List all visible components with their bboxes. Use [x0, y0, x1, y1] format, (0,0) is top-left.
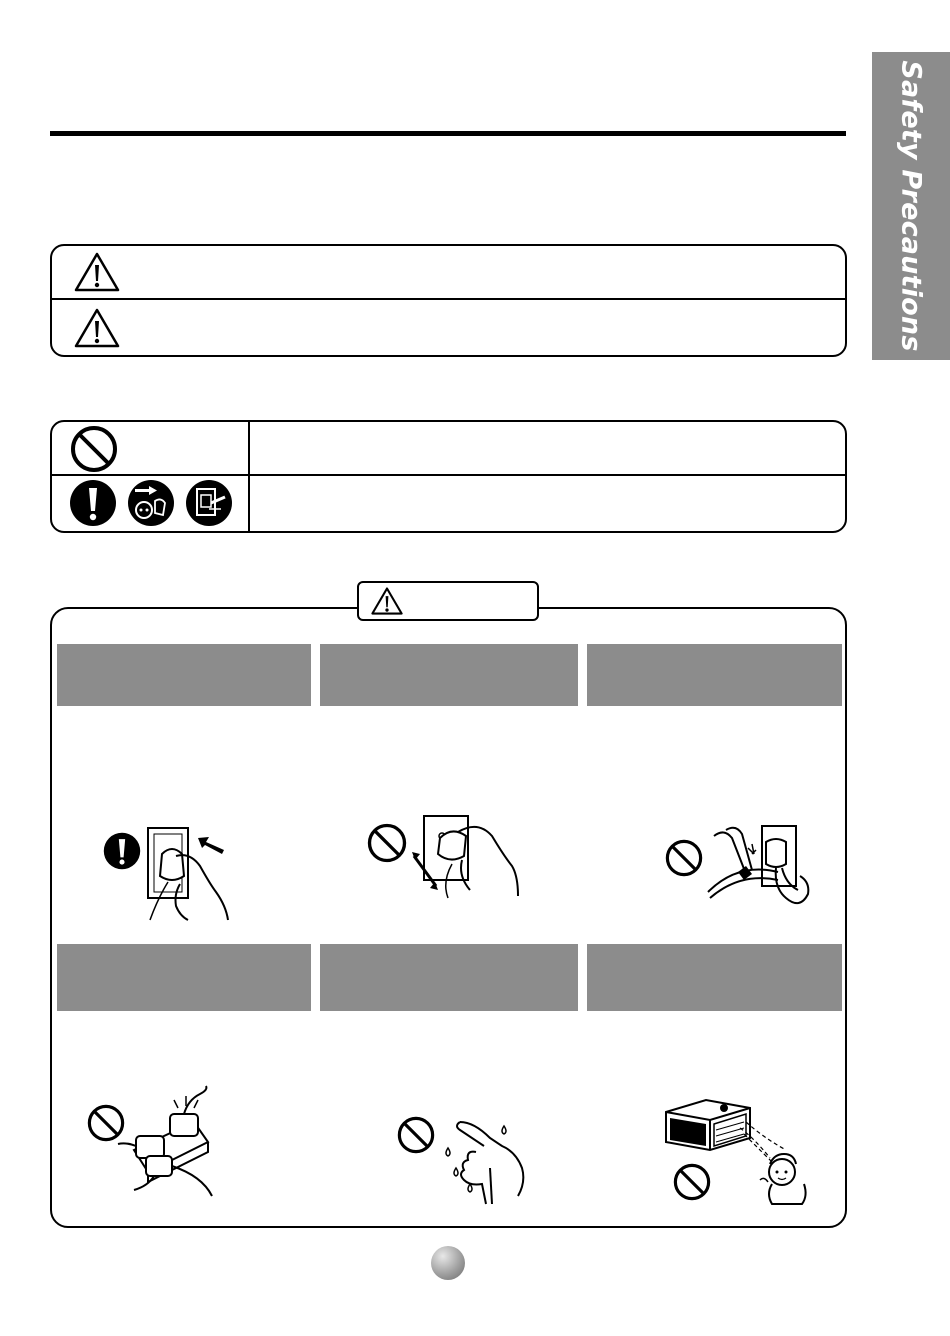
- heading-rule: [50, 131, 846, 136]
- precaution-panel-title-tab: [357, 581, 539, 621]
- precaution-cell-header: [320, 644, 578, 706]
- warning-triangle-icon: [371, 586, 403, 616]
- prohibition-icon: [665, 839, 703, 877]
- plug-insert-firmly-illustration: [146, 824, 238, 920]
- wet-hands-illustration: [440, 1118, 530, 1206]
- caution-triangle-icon: [74, 307, 120, 349]
- warning-caution-box: [50, 244, 847, 357]
- symbol-box-column-divider: [248, 421, 250, 532]
- prohibition-icon: [70, 425, 118, 473]
- mandatory-exclamation-icon: [103, 832, 141, 870]
- precaution-cell-header: [587, 644, 842, 706]
- child-near-unit-illustration: [664, 1098, 814, 1210]
- side-tab: [872, 52, 950, 360]
- earth-ground-icon: [185, 479, 233, 527]
- plug-wiggle-illustration: [412, 810, 520, 900]
- unplug-power-icon: [127, 479, 175, 527]
- precaution-cell-header: [57, 644, 311, 706]
- symbol-box-divider: [51, 474, 846, 476]
- precaution-cell-header: [587, 944, 842, 1011]
- overloaded-outlet-illustration: [118, 1090, 218, 1198]
- page-number-dot: [431, 1246, 465, 1280]
- warning-triangle-icon: [74, 251, 120, 293]
- precaution-cell-header: [57, 944, 311, 1011]
- cord-cutting-illustration: [704, 822, 812, 914]
- prohibition-icon: [397, 1116, 435, 1154]
- warning-box-divider: [51, 298, 846, 300]
- side-tab-label: Safety Precautions: [895, 60, 927, 352]
- precaution-cell-header: [320, 944, 578, 1011]
- mandatory-exclamation-icon: [69, 479, 117, 527]
- prohibition-icon: [367, 823, 407, 863]
